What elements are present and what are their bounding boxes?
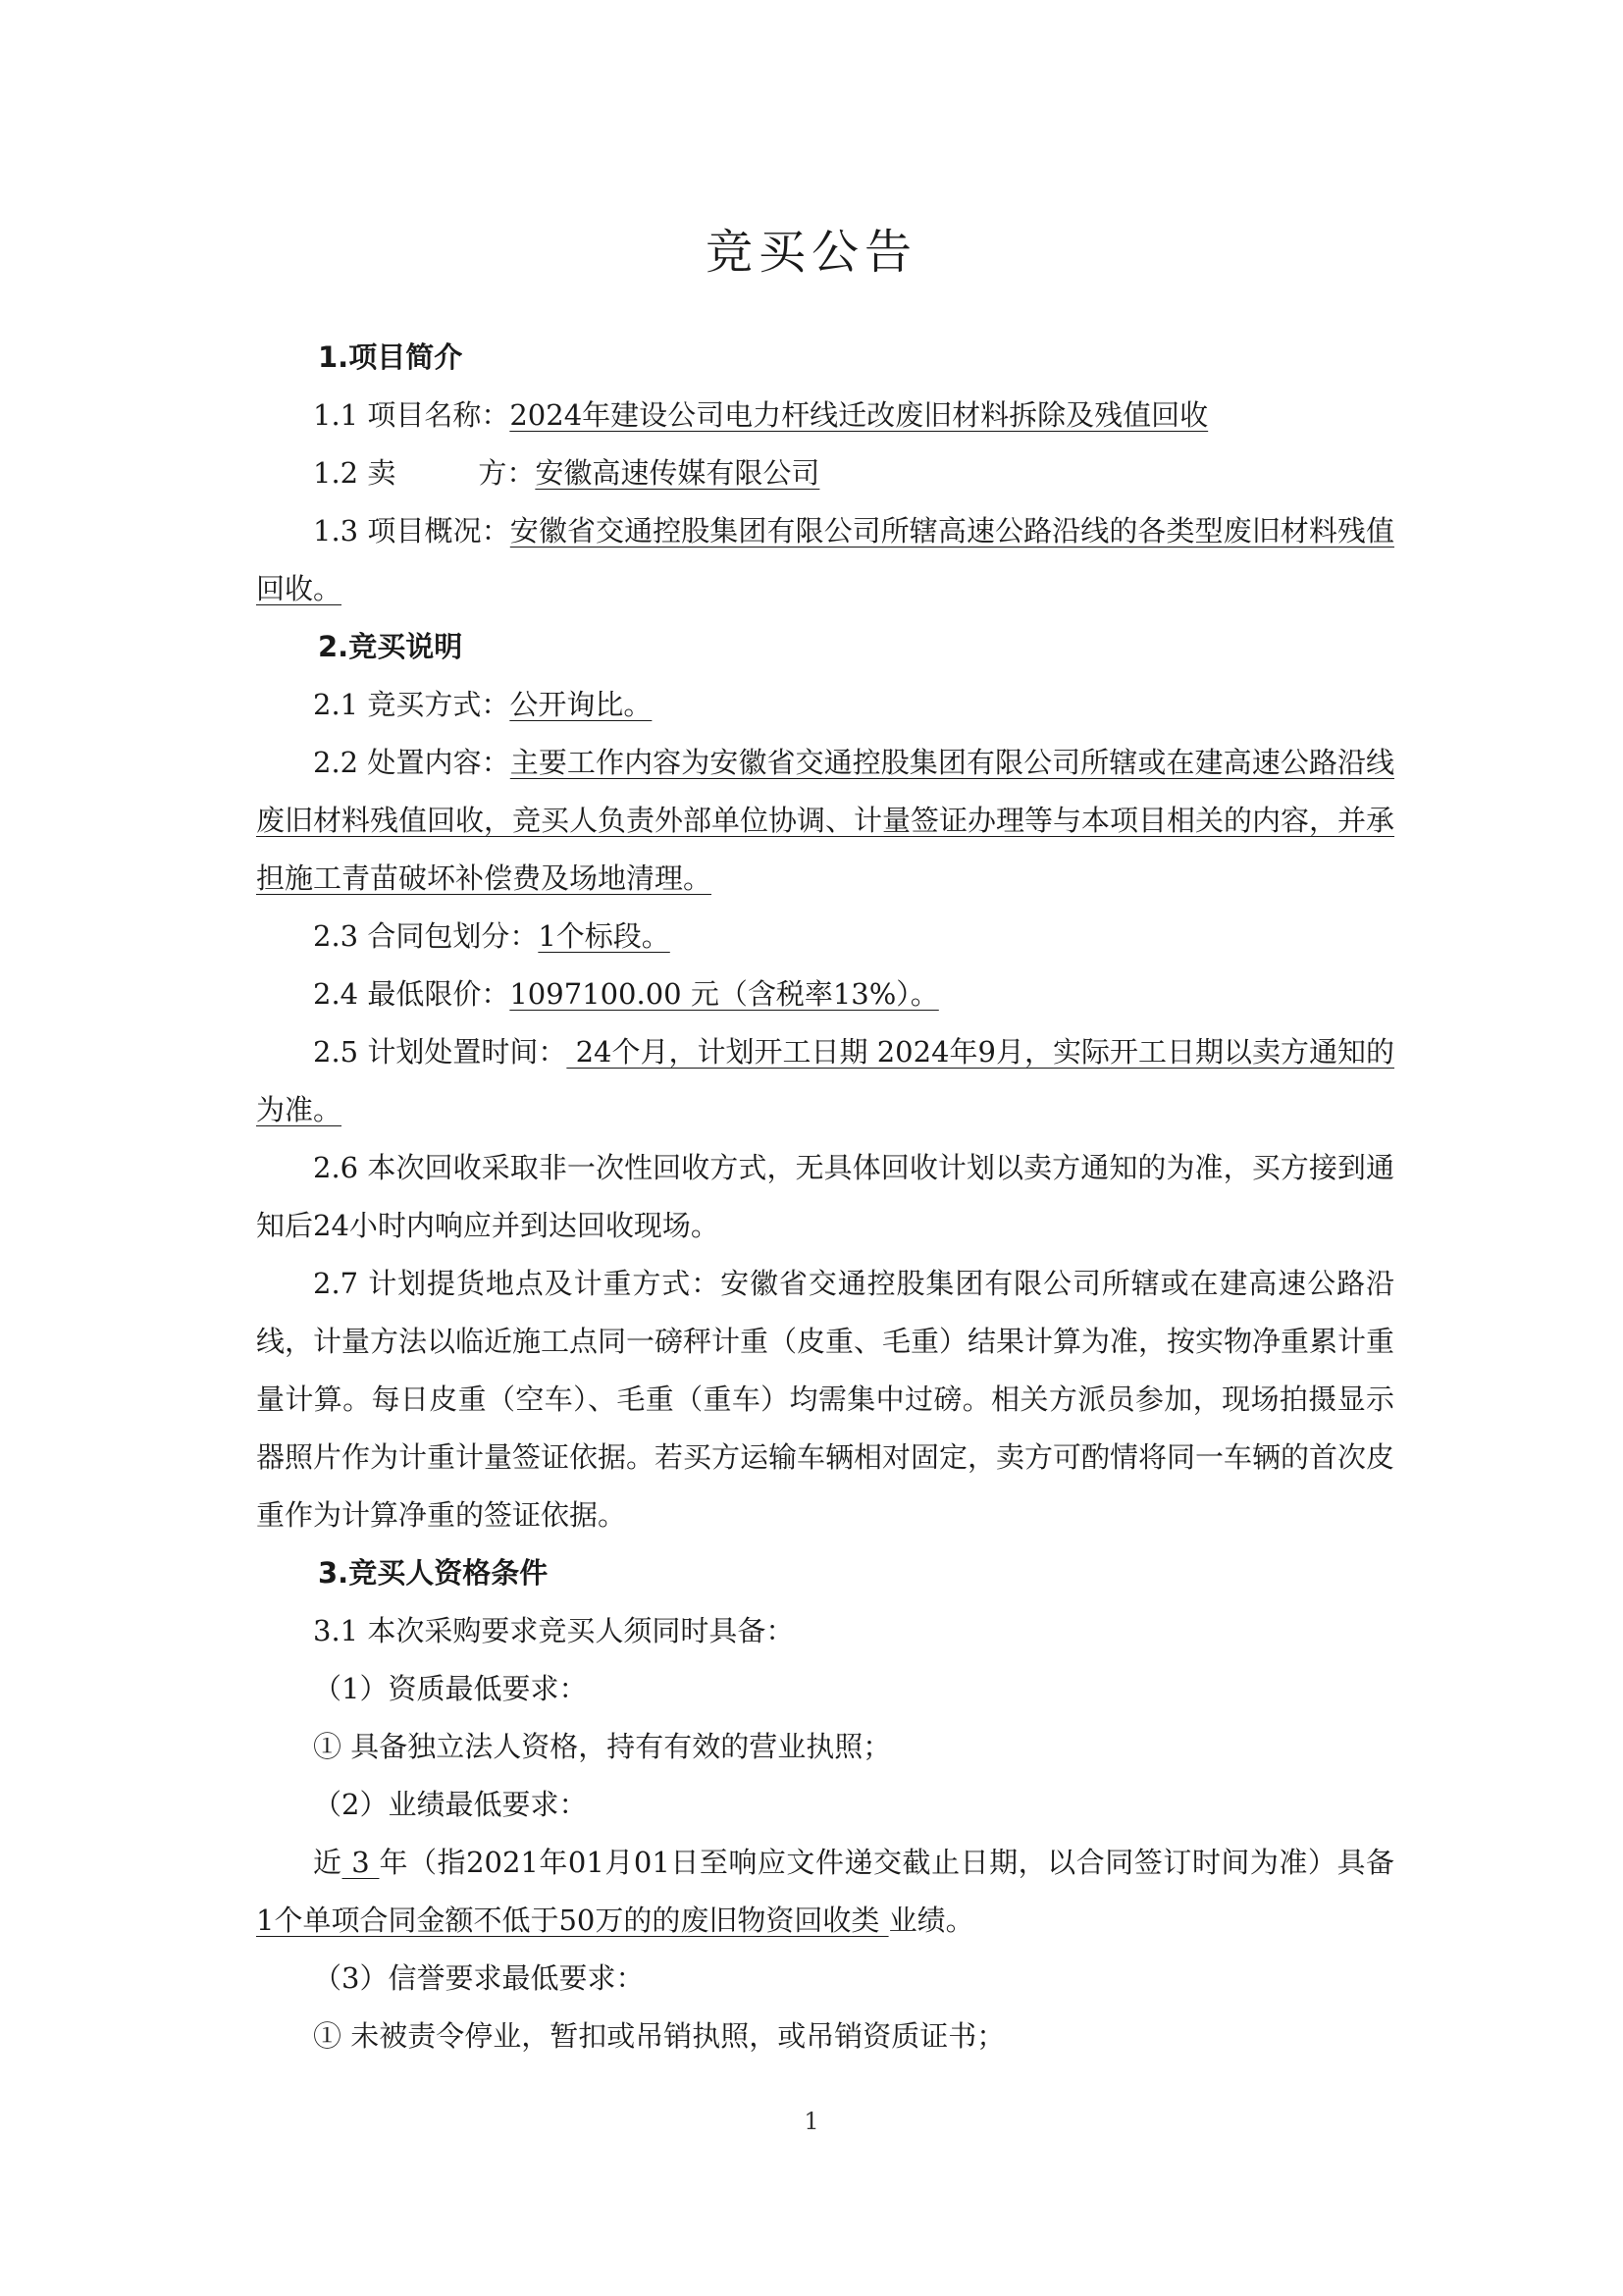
credit-heading: （3）信誉要求最低要求： <box>313 1961 645 1995</box>
performance-requirement: 近 3 年（指2021年01月01日至响应文件递交截止日期，以合同签订时间为准）具备 1个单项合同金额不低于50万的的废旧物资回收类 业绩。 <box>256 1846 1394 1937</box>
disposal-content: 主要工作内容为安徽省交通控股集团有限公司所辖或在建高速公路沿线废旧材料残值回收，竞买人负责外部单位协调、计量签证办理等与本项目相关的内容，并承担施工青苗破坏补偿费及场地清理。 <box>256 746 1395 895</box>
page-number: 1 <box>804 2108 819 2135</box>
item-3-1: 3.1 本次采购要求竞买人须同时具备： <box>313 1614 795 1647</box>
item-2-4: 2.4 最低限价：1097100.00 元（含税率13%）。 <box>313 977 939 1011</box>
bidding-method: 公开询比。 <box>509 688 653 721</box>
section-heading-1: 1.项目简介 <box>318 340 463 374</box>
item-2-5: 2.5 计划处置时间： 24个月，计划开工日期 2024年9月，实际开工日期以卖方通知的为准。 <box>256 1035 1395 1126</box>
performance-value: 1个单项合同金额不低于50万的的废旧物资回收类 <box>256 1904 889 1937</box>
disposal-time: 24个月，计划开工日期 2024年9月，实际开工日期以卖方通知的为准。 <box>256 1035 1395 1126</box>
lot-division: 1个标段。 <box>538 919 670 953</box>
page-title: 竞买公告 <box>705 225 917 280</box>
minimum-price: 1097100.00 元（含税率13%）。 <box>509 977 939 1011</box>
qualification-heading: （1）资质最低要求： <box>313 1672 588 1705</box>
item-1-1: 1.1 项目名称：2024年建设公司电力杆线迁改废旧材料拆除及残值回收 <box>313 398 1209 432</box>
credit-item: ① 未被责令停业，暂扣或吊销执照，或吊销资质证书； <box>313 2019 1006 2053</box>
project-name: 2024年建设公司电力杆线迁改废旧材料拆除及残值回收 <box>509 398 1209 432</box>
item-2-1: 2.1 竞买方式：公开询比。 <box>313 688 653 721</box>
item-2-7: 2.7 计划提货地点及计重方式：安徽省交通控股集团有限公司所辖或在建高速公路沿线，计量方法以临近施工点同一磅秤计重（皮重、毛重）结果计算为准，按实物净重累计重量计算。每日皮重（空车）、毛重（重车）均需集中过磅。相关方派员参加，现场拍摄显示器照片作为计重计量签证依据。若买方运输车辆相对固定，卖方可酌情将同一车辆的首次皮重作为计算净重的签证依据。 <box>256 1267 1395 1532</box>
document-body <box>256 329 1394 2065</box>
qualification-item: ① 具备独立法人资格，持有有效的营业执照； <box>313 1730 892 1763</box>
project-overview: 安徽省交通控股集团有限公司所辖高速公路沿线的各类型废旧材料残值回收。 <box>256 514 1394 605</box>
seller-name: 安徽高速传媒有限公司 <box>535 456 820 490</box>
item-1-2: 1.2 卖 方：安徽高速传媒有限公司 <box>313 456 820 490</box>
item-2-6: 2.6 本次回收采取非一次性回收方式，无具体回收计划以卖方通知的为准，买方接到通知后24小时内响应并到达回收现场。 <box>256 1151 1394 1242</box>
item-1-3: 1.3 项目概况：安徽省交通控股集团有限公司所辖高速公路沿线的各类型废旧材料残值回收。 <box>256 514 1394 605</box>
item-2-3: 2.3 合同包划分：1个标段。 <box>313 919 670 953</box>
performance-years: 3 <box>341 1846 380 1879</box>
item-2-2: 2.2 处置内容：主要工作内容为安徽省交通控股集团有限公司所辖或在建高速公路沿线废旧材料残值回收，竞买人负责外部单位协调、计量签证办理等与本项目相关的内容，并承担施工青苗破坏补偿费及场地清理。 <box>256 746 1395 895</box>
section-heading-2: 2.竞买说明 <box>318 630 463 663</box>
performance-heading: （2）业绩最低要求： <box>313 1788 588 1821</box>
section-heading-3: 3.竞买人资格条件 <box>318 1556 549 1590</box>
